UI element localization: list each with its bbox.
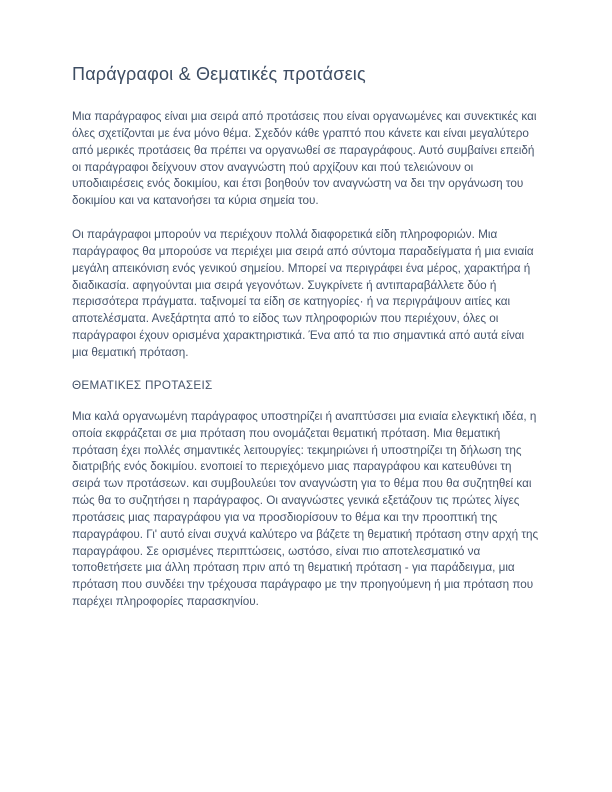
paragraph-topic-sentences: Μια καλά οργανωμένη παράγραφος υποστηρίζει ή αναπτύσσει μια ενιαία ελεγκτική ιδέα, η οποία εκφράζεται σε μια πρόταση που ονομάζεται θεματική πρόταση. Μια θεματική πρόταση έχει πολλές σημαντικές λειτουργίες: τεκμηριώνει ή υποστηρίζει τη δήλωση της διατριβής ενός δοκιμίου. ενοποιεί το περιεχόμενο μιας παραγράφου και κατευθύνει τη σειρά των προτάσεων. και συμβουλεύει τον αναγνώστη για το θέμα που θα συζητηθεί και πώς θα το συζητήσει η παράγραφος. Οι αναγνώστες γενικά εξετάζουν τις πρώτες λίγες προτάσεις μιας παραγράφου για να προσδιορίσουν το θέμα και την προοπτική της παραγράφου. Γι' αυτό είναι συχνά καλύτερο να βάζετε τη θεματική πρόταση στην αρχή της παραγράφου. Σε ορισμένες περιπτώσεις, ωστόσο, είναι πιο αποτελεσματικό να τοποθετήσετε μια άλλη πρόταση πριν από τη θεματική πρόταση - για παράδειγμα, μια πρόταση που συνδέει την τρέχουσα παράγραφο με την προηγούμενη ή μια πρόταση που παρέχει πληροφορίες παρασκηνίου. bbox=[72, 409, 539, 609]
section-heading-topic-sentences: ΘΕΜΑΤΙΚΕΣ ΠΡΟΤΑΣΕΙΣ bbox=[72, 378, 213, 392]
paragraph-intro: Μια παράγραφος είναι μια σειρά από προτάσεις που είναι οργανωμένες και συνεκτικές και όλες σχετίζονται με ένα μόνο θέμα. Σχεδόν κάθε γραπτό που κάνετε και είναι μεγαλύτερο από μερικές προτάσεις θα πρέπει να οργανωθεί σε παραγράφους. Αυτό συμβαίνει επειδή οι παράγραφοι δείχνουν στον αναγνώστη πού αρχίζουν και πού τελειώνουν οι υποδιαιρέσεις ενός δοκιμίου, και έτσι βοηθούν τον αναγνώστη να δει την οργάνωση του δοκιμίου και να κατανοήσει τα κύρια σημεία του. bbox=[72, 110, 537, 208]
page-title: Παράγραφοι & Θεματικές προτάσεις bbox=[72, 64, 366, 84]
paragraph-kinds-of-information: Οι παράγραφοι μπορούν να περιέχουν πολλά διαφορετικά είδη πληροφοριών. Μια παράγραφος θα μπορούσε να περιέχει μια σειρά από σύντομα παραδείγματα ή μια ενιαία μεγάλη απεικόνιση ενός γενικού σημείου. Μπορεί να περιγράφει ένα μέρος, χαρακτήρα ή διαδικασία. αφηγούνται μια σειρά γεγονότων. Συγκρίνετε ή αντιπαραβάλλετε δύο ή περισσότερα πράγματα. ταξινομεί τα είδη σε κατηγορίες· ή να περιγράψουν αιτίες και αποτελέσματα. Ανεξάρτητα από το είδος των πληροφοριών που περιέχουν, όλες οι παράγραφοι έχουν ορισμένα χαρακτηριστικά. Ένα από τα πιο σημαντικά από αυτά είναι μια θεματική πρόταση. bbox=[72, 228, 534, 359]
